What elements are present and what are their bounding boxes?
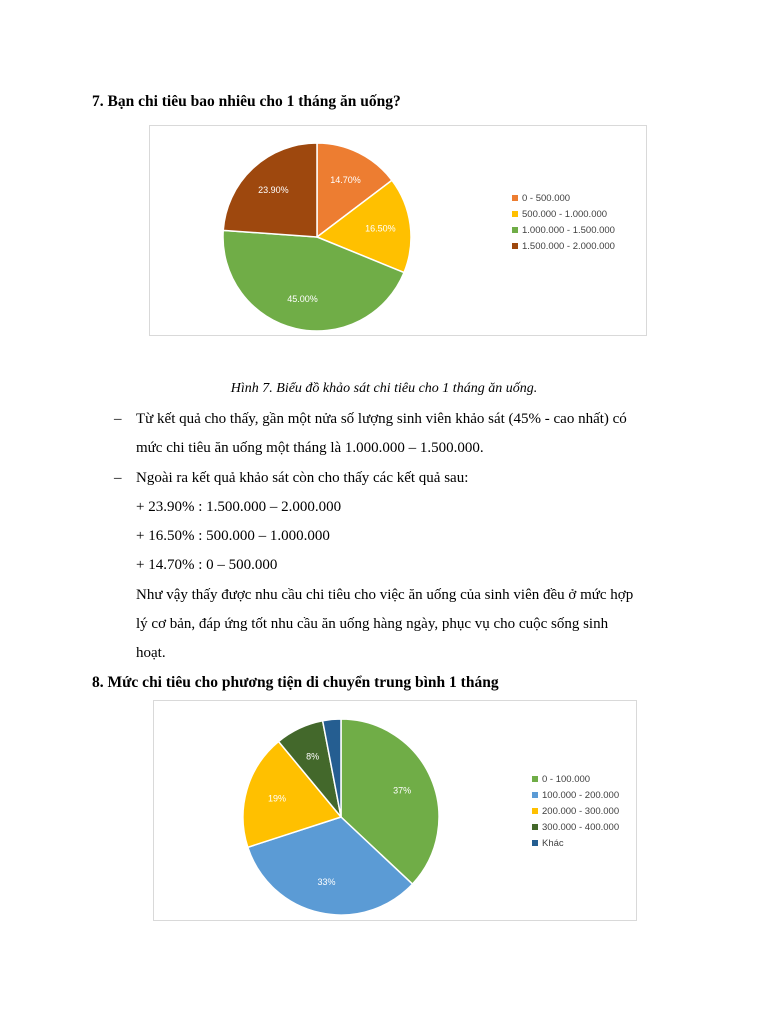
- chart-8-legend-swatch-4: [532, 840, 538, 846]
- chart-8-legend-item-4: [532, 835, 619, 851]
- bullet-1-line-1: Từ kết quả cho thấy, gần một nửa số lượng sinh viên khảo sát (45% - cao nhất) có: [136, 411, 627, 427]
- result-line-2: + 16.50% : 500.000 – 1.000.000: [136, 528, 330, 544]
- chart-8-legend-label-3: 300.000 - 400.000: [542, 821, 620, 833]
- conclusion-line-2: lý cơ bản, đáp ứng tốt nhu cầu ăn uống hàng ngày, phục vụ cho cuộc sống sinh: [136, 616, 609, 632]
- chart-8-legend-label-0: 0 - 100.000: [542, 773, 591, 785]
- chart-8-data-label-2: 19%: [267, 793, 287, 804]
- result-line-3: + 14.70% : 0 – 500.000: [136, 557, 278, 573]
- bullet-dash-1: –: [114, 411, 122, 427]
- chart-8-legend-item-3: [532, 819, 619, 835]
- bullet-dash-2: –: [114, 470, 122, 486]
- figure-7-caption: Hình 7. Biểu đồ khảo sát chi tiêu cho 1 tháng ăn uống.: [230, 381, 538, 396]
- chart-8-legend-swatch-1: [532, 792, 538, 798]
- chart-8-legend-swatch-2: [532, 808, 538, 814]
- conclusion-line-3: hoạt.: [136, 645, 166, 661]
- chart-8-legend-swatch-3: [532, 824, 538, 830]
- chart-7-legend-item-0: [512, 190, 615, 206]
- chart-7-container: [149, 125, 647, 336]
- chart-7-data-label-3: 23.90%: [258, 185, 289, 196]
- chart-8-legend-label-4: Khác: [542, 837, 564, 849]
- chart-7-data-label-0: 14.70%: [330, 174, 361, 185]
- chart-8-legend-item-1: [532, 787, 619, 803]
- chart-8-data-label-1: 33%: [317, 877, 336, 888]
- chart-7-legend-label-0: 0 - 500.000: [522, 192, 571, 204]
- chart-7-legend-label-2: 1.000.000 - 1.500.000: [522, 224, 615, 236]
- result-line-1: + 23.90% : 1.500.000 – 2.000.000: [136, 499, 342, 515]
- chart-7-legend: [512, 190, 615, 254]
- section-8-heading: 8. Mức chi tiêu cho phương tiện di chuyển trung bình 1 tháng: [92, 674, 499, 691]
- chart-7-legend-item-2: [512, 222, 615, 238]
- bullet-1-line-2: mức chi tiêu ăn uống một tháng là 1.000.000 – 1.500.000.: [136, 440, 484, 456]
- chart-8-data-label-3: 8%: [306, 751, 320, 762]
- chart-7-legend-label-1: 500.000 - 1.000.000: [522, 208, 608, 220]
- chart-8-data-label-0: 37%: [393, 785, 412, 796]
- chart-7-legend-swatch-3: [512, 243, 518, 249]
- chart-8-legend-swatch-0: [532, 776, 538, 782]
- chart-7-legend-item-3: [512, 238, 615, 254]
- chart-8-legend-item-0: [532, 771, 619, 787]
- chart-8-legend: [532, 771, 619, 851]
- chart-7-legend-swatch-1: [512, 211, 518, 217]
- chart-7-data-label-1: 16.50%: [365, 223, 396, 234]
- chart-8-legend-item-2: [532, 803, 619, 819]
- section-7-heading: 7. Bạn chi tiêu bao nhiêu cho 1 tháng ăn uống?: [92, 93, 401, 110]
- chart-7-legend-label-3: 1.500.000 - 2.000.000: [522, 240, 615, 252]
- chart-7-legend-item-1: [512, 206, 615, 222]
- bullet-2-line-1: Ngoài ra kết quả khảo sát còn cho thấy các kết quả sau:: [136, 470, 469, 486]
- chart-7-legend-swatch-0: [512, 195, 518, 201]
- chart-8-container: [153, 700, 637, 921]
- chart-8-legend-label-1: 100.000 - 200.000: [542, 789, 620, 801]
- chart-7-legend-swatch-2: [512, 227, 518, 233]
- conclusion-line-1: Như vậy thấy được nhu cầu chi tiêu cho việc ăn uống của sinh viên đều ở mức hợp: [136, 587, 634, 603]
- chart-7-data-label-2: 45.00%: [287, 294, 318, 305]
- chart-8-legend-label-2: 200.000 - 300.000: [542, 805, 620, 817]
